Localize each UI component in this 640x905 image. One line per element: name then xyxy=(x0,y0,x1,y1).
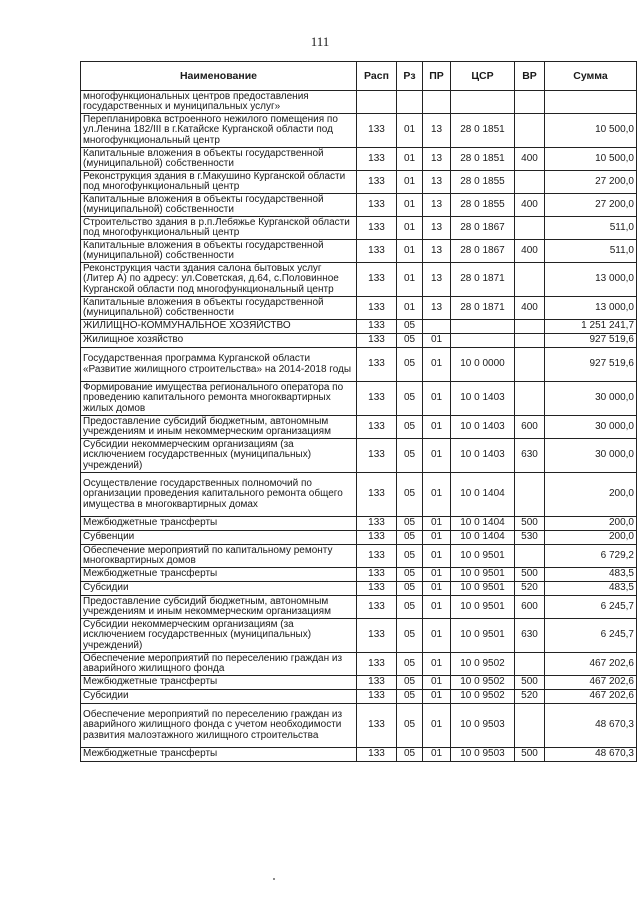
cell-rz: 05 xyxy=(397,382,423,416)
cell-rasp: 133 xyxy=(357,148,397,171)
cell-pr: 01 xyxy=(423,348,451,382)
cell-rasp: 133 xyxy=(357,416,397,439)
cell-rz: 05 xyxy=(397,517,423,531)
cell-name: Субсидии xyxy=(81,582,357,596)
cell-pr xyxy=(423,320,451,334)
cell-rasp: 133 xyxy=(357,676,397,690)
cell-sum: 30 000,0 xyxy=(545,439,637,473)
cell-rz: 05 xyxy=(397,596,423,619)
cell-rasp: 133 xyxy=(357,382,397,416)
cell-vr: 630 xyxy=(515,619,545,653)
cell-csr: 28 0 1867 xyxy=(451,217,515,240)
table-row xyxy=(81,91,637,114)
table-row xyxy=(81,439,637,473)
table-row xyxy=(81,545,637,568)
cell-vr xyxy=(515,382,545,416)
cell-vr: 400 xyxy=(515,148,545,171)
cell-name: Субсидии некоммерческим организациям (за исключением государственных (муниципальных) учреждений) xyxy=(81,439,357,473)
cell-pr: 01 xyxy=(423,653,451,676)
cell-rz: 05 xyxy=(397,531,423,545)
table-row xyxy=(81,748,637,762)
cell-sum: 511,0 xyxy=(545,217,637,240)
cell-rz: 05 xyxy=(397,473,423,517)
scan-speck xyxy=(273,878,275,880)
cell-sum: 13 000,0 xyxy=(545,263,637,297)
cell-rasp: 133 xyxy=(357,263,397,297)
cell-name: Межбюджетные трансферты xyxy=(81,568,357,582)
cell-name: Обеспечение мероприятий по переселению граждан из аварийного жилищного фонда с учетом необходимости развития малоэтажного жилищного строительства xyxy=(81,704,357,748)
cell-csr: 10 0 1403 xyxy=(451,382,515,416)
cell-csr: 28 0 1855 xyxy=(451,171,515,194)
cell-rasp: 133 xyxy=(357,217,397,240)
column-header-sum: Сумма xyxy=(545,62,637,91)
table-row xyxy=(81,334,637,348)
cell-rz: 01 xyxy=(397,114,423,148)
cell-rasp: 133 xyxy=(357,320,397,334)
table-row xyxy=(81,531,637,545)
cell-vr: 500 xyxy=(515,568,545,582)
table-header-row xyxy=(81,62,637,91)
cell-sum: 13 000,0 xyxy=(545,297,637,320)
cell-name: Субсидии некоммерческим организациям (за исключением государственных (муниципальных) учреждений) xyxy=(81,619,357,653)
table-row xyxy=(81,263,637,297)
page-number: 111 xyxy=(310,34,330,49)
cell-pr: 01 xyxy=(423,382,451,416)
cell-rasp: 133 xyxy=(357,545,397,568)
cell-csr: 10 0 9501 xyxy=(451,596,515,619)
cell-rz: 05 xyxy=(397,748,423,762)
cell-vr xyxy=(515,545,545,568)
table-row xyxy=(81,568,637,582)
cell-rasp: 133 xyxy=(357,531,397,545)
cell-pr: 13 xyxy=(423,171,451,194)
cell-rasp: 133 xyxy=(357,748,397,762)
cell-pr: 01 xyxy=(423,568,451,582)
cell-sum: 1 251 241,7 xyxy=(545,320,637,334)
column-header-vr: ВР xyxy=(515,62,545,91)
cell-vr xyxy=(515,171,545,194)
column-header-rz: Рз xyxy=(397,62,423,91)
cell-pr: 01 xyxy=(423,676,451,690)
cell-rz xyxy=(397,91,423,114)
table-row xyxy=(81,582,637,596)
cell-sum: 10 500,0 xyxy=(545,148,637,171)
cell-csr xyxy=(451,334,515,348)
table-row xyxy=(81,217,637,240)
cell-pr: 13 xyxy=(423,217,451,240)
cell-rz: 05 xyxy=(397,439,423,473)
cell-rz: 01 xyxy=(397,240,423,263)
cell-vr xyxy=(515,114,545,148)
cell-pr: 13 xyxy=(423,240,451,263)
cell-rasp: 133 xyxy=(357,171,397,194)
cell-sum: 6 729,2 xyxy=(545,545,637,568)
cell-vr: 520 xyxy=(515,582,545,596)
cell-csr: 28 0 1855 xyxy=(451,194,515,217)
cell-rasp: 133 xyxy=(357,704,397,748)
cell-sum: 30 000,0 xyxy=(545,416,637,439)
cell-name: Государственная программа Курганской области «Развитие жилищного строительства» на 2014-2018 годы xyxy=(81,348,357,382)
cell-rz: 05 xyxy=(397,568,423,582)
cell-rz: 05 xyxy=(397,690,423,704)
cell-vr: 530 xyxy=(515,531,545,545)
cell-sum: 927 519,6 xyxy=(545,334,637,348)
cell-vr: 400 xyxy=(515,240,545,263)
table-row xyxy=(81,676,637,690)
cell-rz: 05 xyxy=(397,334,423,348)
cell-name: Предоставление субсидий бюджетным, автономным учреждениям и иным некоммерческим организациям xyxy=(81,596,357,619)
table-row xyxy=(81,382,637,416)
table-row xyxy=(81,148,637,171)
cell-vr xyxy=(515,334,545,348)
cell-rz: 05 xyxy=(397,704,423,748)
table-row xyxy=(81,473,637,517)
cell-sum: 48 670,3 xyxy=(545,748,637,762)
cell-pr: 01 xyxy=(423,531,451,545)
cell-csr: 10 0 9502 xyxy=(451,676,515,690)
table-row xyxy=(81,171,637,194)
cell-name: Капитальные вложения в объекты государственной (муниципальной) собственности xyxy=(81,240,357,263)
cell-pr: 01 xyxy=(423,582,451,596)
table-row xyxy=(81,704,637,748)
cell-pr: 13 xyxy=(423,263,451,297)
cell-sum: 200,0 xyxy=(545,473,637,517)
cell-name: Реконструкция здания в г.Макушино Курганской области под многофункциональный центр xyxy=(81,171,357,194)
cell-csr: 28 0 1851 xyxy=(451,114,515,148)
cell-sum: 467 202,6 xyxy=(545,676,637,690)
cell-csr: 28 0 1871 xyxy=(451,297,515,320)
table-row xyxy=(81,653,637,676)
cell-name: Межбюджетные трансферты xyxy=(81,676,357,690)
cell-rasp: 133 xyxy=(357,473,397,517)
cell-name: Межбюджетные трансферты xyxy=(81,517,357,531)
cell-csr: 10 0 1404 xyxy=(451,531,515,545)
cell-csr: 10 0 1404 xyxy=(451,473,515,517)
cell-vr: 400 xyxy=(515,297,545,320)
cell-sum: 511,0 xyxy=(545,240,637,263)
cell-pr: 01 xyxy=(423,517,451,531)
cell-rz: 05 xyxy=(397,545,423,568)
cell-rasp: 133 xyxy=(357,619,397,653)
cell-sum: 27 200,0 xyxy=(545,194,637,217)
cell-sum: 6 245,7 xyxy=(545,596,637,619)
cell-rasp: 133 xyxy=(357,240,397,263)
cell-vr: 630 xyxy=(515,439,545,473)
cell-pr: 01 xyxy=(423,416,451,439)
cell-sum: 27 200,0 xyxy=(545,171,637,194)
cell-vr: 600 xyxy=(515,416,545,439)
table-row xyxy=(81,416,637,439)
cell-rz: 05 xyxy=(397,320,423,334)
cell-rasp: 133 xyxy=(357,439,397,473)
cell-csr: 10 0 9503 xyxy=(451,748,515,762)
cell-name: Осуществление государственных полномочий по организации проведения капитального ремонта общего имущества в многоквартирных домах xyxy=(81,473,357,517)
cell-name: Капитальные вложения в объекты государственной (муниципальной) собственности xyxy=(81,148,357,171)
cell-csr: 28 0 1871 xyxy=(451,263,515,297)
cell-rz: 01 xyxy=(397,263,423,297)
cell-sum: 467 202,6 xyxy=(545,690,637,704)
cell-pr: 13 xyxy=(423,148,451,171)
cell-csr: 10 0 9503 xyxy=(451,704,515,748)
cell-name: многофункциональных центров предоставления государственных и муниципальных услуг» xyxy=(81,91,357,114)
cell-pr xyxy=(423,91,451,114)
cell-rz: 05 xyxy=(397,416,423,439)
cell-sum: 467 202,6 xyxy=(545,653,637,676)
cell-name: Обеспечение мероприятий по капитальному ремонту многоквартирных домов xyxy=(81,545,357,568)
cell-rasp xyxy=(357,91,397,114)
cell-name: Предоставление субсидий бюджетным, автономным учреждениям и иным некоммерческим организациям xyxy=(81,416,357,439)
cell-rasp: 133 xyxy=(357,690,397,704)
cell-sum xyxy=(545,91,637,114)
cell-rasp: 133 xyxy=(357,297,397,320)
column-header-rasp: Расп xyxy=(357,62,397,91)
cell-pr: 01 xyxy=(423,690,451,704)
cell-csr xyxy=(451,320,515,334)
cell-vr xyxy=(515,320,545,334)
table-row xyxy=(81,320,637,334)
cell-pr: 01 xyxy=(423,334,451,348)
cell-rasp: 133 xyxy=(357,114,397,148)
cell-name: Обеспечение мероприятий по переселению граждан из аварийного жилищного фонда xyxy=(81,653,357,676)
cell-sum: 10 500,0 xyxy=(545,114,637,148)
cell-rasp: 133 xyxy=(357,653,397,676)
table-row xyxy=(81,596,637,619)
table-row xyxy=(81,348,637,382)
cell-rz: 05 xyxy=(397,582,423,596)
cell-vr: 500 xyxy=(515,748,545,762)
cell-pr: 13 xyxy=(423,297,451,320)
cell-name: Субвенции xyxy=(81,531,357,545)
cell-name: Капитальные вложения в объекты государственной (муниципальной) собственности xyxy=(81,297,357,320)
cell-csr: 28 0 1851 xyxy=(451,148,515,171)
table-row xyxy=(81,194,637,217)
cell-vr: 520 xyxy=(515,690,545,704)
table-row xyxy=(81,690,637,704)
cell-pr: 01 xyxy=(423,439,451,473)
cell-name: Строительство здания в р.п.Лебяжье Курганской области под многофункциональный центр xyxy=(81,217,357,240)
cell-name: Межбюджетные трансферты xyxy=(81,748,357,762)
cell-rz: 01 xyxy=(397,171,423,194)
cell-csr: 10 0 9502 xyxy=(451,690,515,704)
cell-csr: 10 0 1403 xyxy=(451,416,515,439)
cell-vr: 600 xyxy=(515,596,545,619)
cell-rz: 05 xyxy=(397,653,423,676)
cell-name: Формирование имущества регионального оператора по проведению капитального ремонта многоквартирных жилых домов xyxy=(81,382,357,416)
cell-pr: 13 xyxy=(423,194,451,217)
cell-rasp: 133 xyxy=(357,596,397,619)
cell-rasp: 133 xyxy=(357,194,397,217)
cell-sum: 30 000,0 xyxy=(545,382,637,416)
table-row xyxy=(81,114,637,148)
cell-name: Жилищное хозяйство xyxy=(81,334,357,348)
cell-rasp: 133 xyxy=(357,517,397,531)
table-row xyxy=(81,297,637,320)
cell-rz: 01 xyxy=(397,217,423,240)
cell-vr: 500 xyxy=(515,676,545,690)
cell-sum: 48 670,3 xyxy=(545,704,637,748)
table-row xyxy=(81,240,637,263)
column-header-csr: ЦСР xyxy=(451,62,515,91)
cell-name: ЖИЛИЩНО-КОММУНАЛЬНОЕ ХОЗЯЙСТВО xyxy=(81,320,357,334)
cell-name: Перепланировка встроенного нежилого помещения по ул.Ленина 182/III в г.Катайске Курганской области под многофункциональный центр xyxy=(81,114,357,148)
cell-vr xyxy=(515,704,545,748)
cell-vr xyxy=(515,473,545,517)
cell-name: Субсидии xyxy=(81,690,357,704)
cell-pr: 01 xyxy=(423,748,451,762)
column-header-pr: ПР xyxy=(423,62,451,91)
cell-vr xyxy=(515,217,545,240)
cell-csr: 10 0 0000 xyxy=(451,348,515,382)
cell-vr: 400 xyxy=(515,194,545,217)
cell-csr: 10 0 9501 xyxy=(451,582,515,596)
cell-rasp: 133 xyxy=(357,334,397,348)
cell-rz: 05 xyxy=(397,676,423,690)
cell-csr: 10 0 1403 xyxy=(451,439,515,473)
cell-rz: 01 xyxy=(397,297,423,320)
cell-vr xyxy=(515,348,545,382)
cell-pr: 01 xyxy=(423,545,451,568)
cell-rasp: 133 xyxy=(357,348,397,382)
table-row xyxy=(81,619,637,653)
cell-csr: 28 0 1867 xyxy=(451,240,515,263)
cell-sum: 200,0 xyxy=(545,517,637,531)
cell-rz: 05 xyxy=(397,619,423,653)
cell-pr: 01 xyxy=(423,596,451,619)
cell-rasp: 133 xyxy=(357,568,397,582)
cell-vr xyxy=(515,91,545,114)
cell-csr xyxy=(451,91,515,114)
cell-rasp: 133 xyxy=(357,582,397,596)
cell-sum: 6 245,7 xyxy=(545,619,637,653)
cell-csr: 10 0 1404 xyxy=(451,517,515,531)
cell-name: Капитальные вложения в объекты государственной (муниципальной) собственности xyxy=(81,194,357,217)
cell-pr: 01 xyxy=(423,473,451,517)
cell-vr: 500 xyxy=(515,517,545,531)
cell-rz: 01 xyxy=(397,194,423,217)
cell-sum: 927 519,6 xyxy=(545,348,637,382)
cell-vr xyxy=(515,263,545,297)
cell-rz: 05 xyxy=(397,348,423,382)
table-row xyxy=(81,517,637,531)
cell-csr: 10 0 9501 xyxy=(451,619,515,653)
cell-sum: 483,5 xyxy=(545,568,637,582)
cell-rz: 01 xyxy=(397,148,423,171)
cell-vr xyxy=(515,653,545,676)
cell-name: Реконструкция части здания салона бытовых услуг (Литер А) по адресу: ул.Советская, д.64, с.Половинное Курганской области под многофункциональный центр xyxy=(81,263,357,297)
budget-table xyxy=(80,61,637,762)
column-header-name: Наименование xyxy=(81,62,357,91)
cell-pr: 13 xyxy=(423,114,451,148)
cell-csr: 10 0 9501 xyxy=(451,545,515,568)
cell-csr: 10 0 9501 xyxy=(451,568,515,582)
cell-pr: 01 xyxy=(423,619,451,653)
cell-pr: 01 xyxy=(423,704,451,748)
cell-sum: 200,0 xyxy=(545,531,637,545)
cell-csr: 10 0 9502 xyxy=(451,653,515,676)
cell-sum: 483,5 xyxy=(545,582,637,596)
